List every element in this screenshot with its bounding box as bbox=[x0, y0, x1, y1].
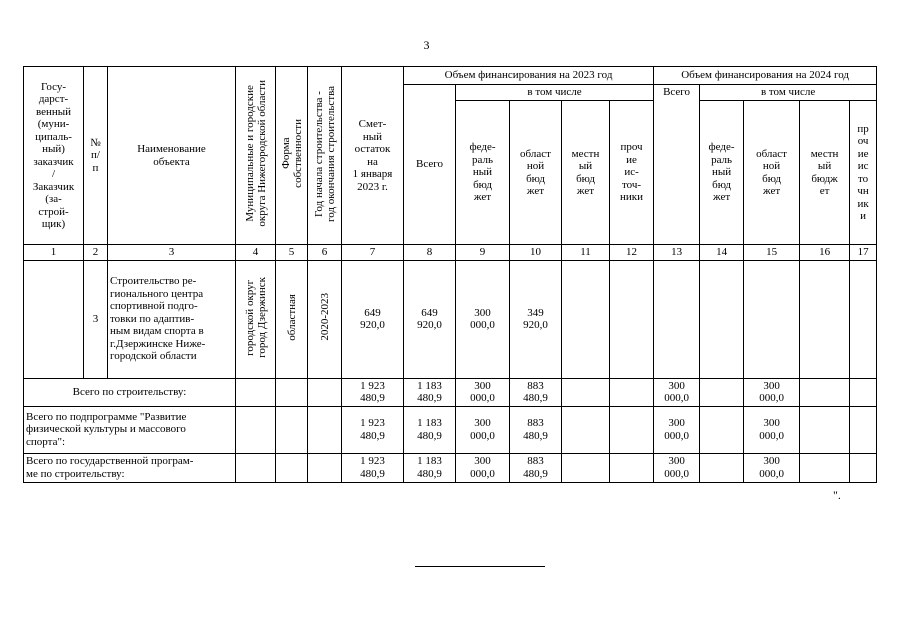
header-federal-2023: феде- раль ный бюд жет bbox=[456, 101, 510, 245]
header-financing-2024: Объем финансирования на 2024 год bbox=[654, 67, 877, 85]
table-row bbox=[24, 453, 877, 482]
col-num: 4 bbox=[236, 245, 276, 261]
header-number: № п/ п bbox=[84, 67, 108, 245]
total-regional-2023: 883 480,9 bbox=[510, 406, 562, 453]
total-2023: 1 183 480,9 bbox=[404, 406, 456, 453]
total-balance: 1 923 480,9 bbox=[342, 378, 404, 406]
col-num: 3 bbox=[108, 245, 236, 261]
header-local-2023: местн ый бюд жет bbox=[562, 101, 610, 245]
empty-cell bbox=[276, 378, 308, 406]
total-regional-2023: 883 480,9 bbox=[510, 453, 562, 482]
object-number: 3 bbox=[84, 260, 108, 378]
total-regional-2023: 883 480,9 bbox=[510, 378, 562, 406]
col-num: 2 bbox=[84, 245, 108, 261]
header-years: Год начала строительства - год окончания строительства bbox=[308, 67, 342, 245]
empty-cell bbox=[850, 378, 877, 406]
object-district: городской округ город Дзержинск bbox=[236, 260, 276, 378]
table-row bbox=[24, 260, 877, 378]
total-2023: 1 183 480,9 bbox=[404, 378, 456, 406]
object-federal-2023: 300 000,0 bbox=[456, 260, 510, 378]
customer-cell bbox=[24, 260, 84, 378]
empty-cell bbox=[562, 453, 610, 482]
empty-cell bbox=[276, 406, 308, 453]
total-label: Всего по строительству: bbox=[24, 378, 236, 406]
empty-cell bbox=[610, 453, 654, 482]
empty-cell bbox=[308, 378, 342, 406]
col-num: 7 bbox=[342, 245, 404, 261]
total-balance: 1 923 480,9 bbox=[342, 453, 404, 482]
empty-cell bbox=[308, 453, 342, 482]
col-num: 14 bbox=[700, 245, 744, 261]
object-years: 2020-2023 bbox=[308, 260, 342, 378]
total-2024: 300 000,0 bbox=[654, 406, 700, 453]
col-num: 1 bbox=[24, 245, 84, 261]
empty-cell bbox=[236, 378, 276, 406]
empty-cell bbox=[610, 406, 654, 453]
page-number: 3 bbox=[423, 38, 430, 52]
header-object-name: Наименование объекта bbox=[108, 67, 236, 245]
empty-cell bbox=[850, 406, 877, 453]
col-num: 10 bbox=[510, 245, 562, 261]
empty-cell bbox=[610, 378, 654, 406]
header-financing-2023: Объем финансирования на 2023 год bbox=[404, 67, 654, 85]
col-num: 6 bbox=[308, 245, 342, 261]
empty-cell bbox=[562, 406, 610, 453]
total-regional-2024: 300 000,0 bbox=[744, 406, 800, 453]
header-other-2024: пр оч ие ис то чн ик и bbox=[850, 101, 877, 245]
col-num: 13 bbox=[654, 245, 700, 261]
header-district: Муниципальные и городские округа Нижегородской области bbox=[236, 67, 276, 245]
total-2023: 1 183 480,9 bbox=[404, 453, 456, 482]
total-label: Всего по государственной програм- ме по строительству: bbox=[24, 453, 236, 482]
col-num: 15 bbox=[744, 245, 800, 261]
empty-cell bbox=[800, 260, 850, 378]
header-regional-2024: област ной бюд жет bbox=[744, 101, 800, 245]
empty-cell bbox=[236, 453, 276, 482]
header-federal-2024: феде- раль ный бюд жет bbox=[700, 101, 744, 245]
empty-cell bbox=[700, 378, 744, 406]
empty-cell bbox=[562, 378, 610, 406]
col-num: 9 bbox=[456, 245, 510, 261]
empty-cell bbox=[308, 406, 342, 453]
header-ownership: Форма собственности bbox=[276, 67, 308, 245]
total-federal-2023: 300 000,0 bbox=[456, 378, 510, 406]
empty-cell bbox=[850, 260, 877, 378]
total-federal-2023: 300 000,0 bbox=[456, 453, 510, 482]
empty-cell bbox=[744, 260, 800, 378]
empty-cell bbox=[700, 406, 744, 453]
closing-quote-mark: ". bbox=[833, 488, 841, 502]
header-total-2023: Всего bbox=[404, 85, 456, 245]
empty-cell bbox=[800, 378, 850, 406]
object-regional-2023: 349 920,0 bbox=[510, 260, 562, 378]
column-number-row bbox=[24, 245, 877, 261]
col-num: 5 bbox=[276, 245, 308, 261]
total-balance: 1 923 480,9 bbox=[342, 406, 404, 453]
empty-cell bbox=[850, 453, 877, 482]
total-2024: 300 000,0 bbox=[654, 453, 700, 482]
table-row bbox=[24, 378, 877, 406]
object-name: Строительство ре- гионального центра спортивной подго- товки по адаптив- ным видам спорта в г.Дзержинске Ниже- городской области bbox=[108, 260, 236, 378]
footer-divider bbox=[415, 566, 545, 567]
header-including-2024: в том числе bbox=[700, 85, 877, 101]
header-including-2023: в том числе bbox=[456, 85, 654, 101]
table-row bbox=[24, 406, 877, 453]
empty-cell bbox=[236, 406, 276, 453]
empty-cell bbox=[800, 453, 850, 482]
header-local-2024: местн ый бюдж ет bbox=[800, 101, 850, 245]
empty-cell bbox=[610, 260, 654, 378]
empty-cell bbox=[700, 260, 744, 378]
object-total-2023: 649 920,0 bbox=[404, 260, 456, 378]
col-num: 16 bbox=[800, 245, 850, 261]
header-customer: Госу- дарст- венный (муни- ципаль- ный) заказчик / Заказчик (за- строй- щик) bbox=[24, 67, 84, 245]
col-num: 12 bbox=[610, 245, 654, 261]
total-label: Всего по подпрограмме "Развитие физической культуры и массового спорта": bbox=[24, 406, 236, 453]
header-total-2024: Всего bbox=[654, 85, 700, 245]
total-regional-2024: 300 000,0 bbox=[744, 453, 800, 482]
empty-cell bbox=[654, 260, 700, 378]
object-balance: 649 920,0 bbox=[342, 260, 404, 378]
col-num: 8 bbox=[404, 245, 456, 261]
empty-cell bbox=[700, 453, 744, 482]
header-other-2023: проч ие ис- точ- ники bbox=[610, 101, 654, 245]
col-num: 11 bbox=[562, 245, 610, 261]
empty-cell bbox=[562, 260, 610, 378]
header-regional-2023: област ной бюд жет bbox=[510, 101, 562, 245]
total-federal-2023: 300 000,0 bbox=[456, 406, 510, 453]
object-ownership: областная bbox=[276, 260, 308, 378]
empty-cell bbox=[800, 406, 850, 453]
empty-cell bbox=[276, 453, 308, 482]
total-2024: 300 000,0 bbox=[654, 378, 700, 406]
financing-table bbox=[23, 66, 877, 483]
header-balance: Смет- ный остаток на 1 января 2023 г. bbox=[342, 67, 404, 245]
col-num: 17 bbox=[850, 245, 877, 261]
total-regional-2024: 300 000,0 bbox=[744, 378, 800, 406]
